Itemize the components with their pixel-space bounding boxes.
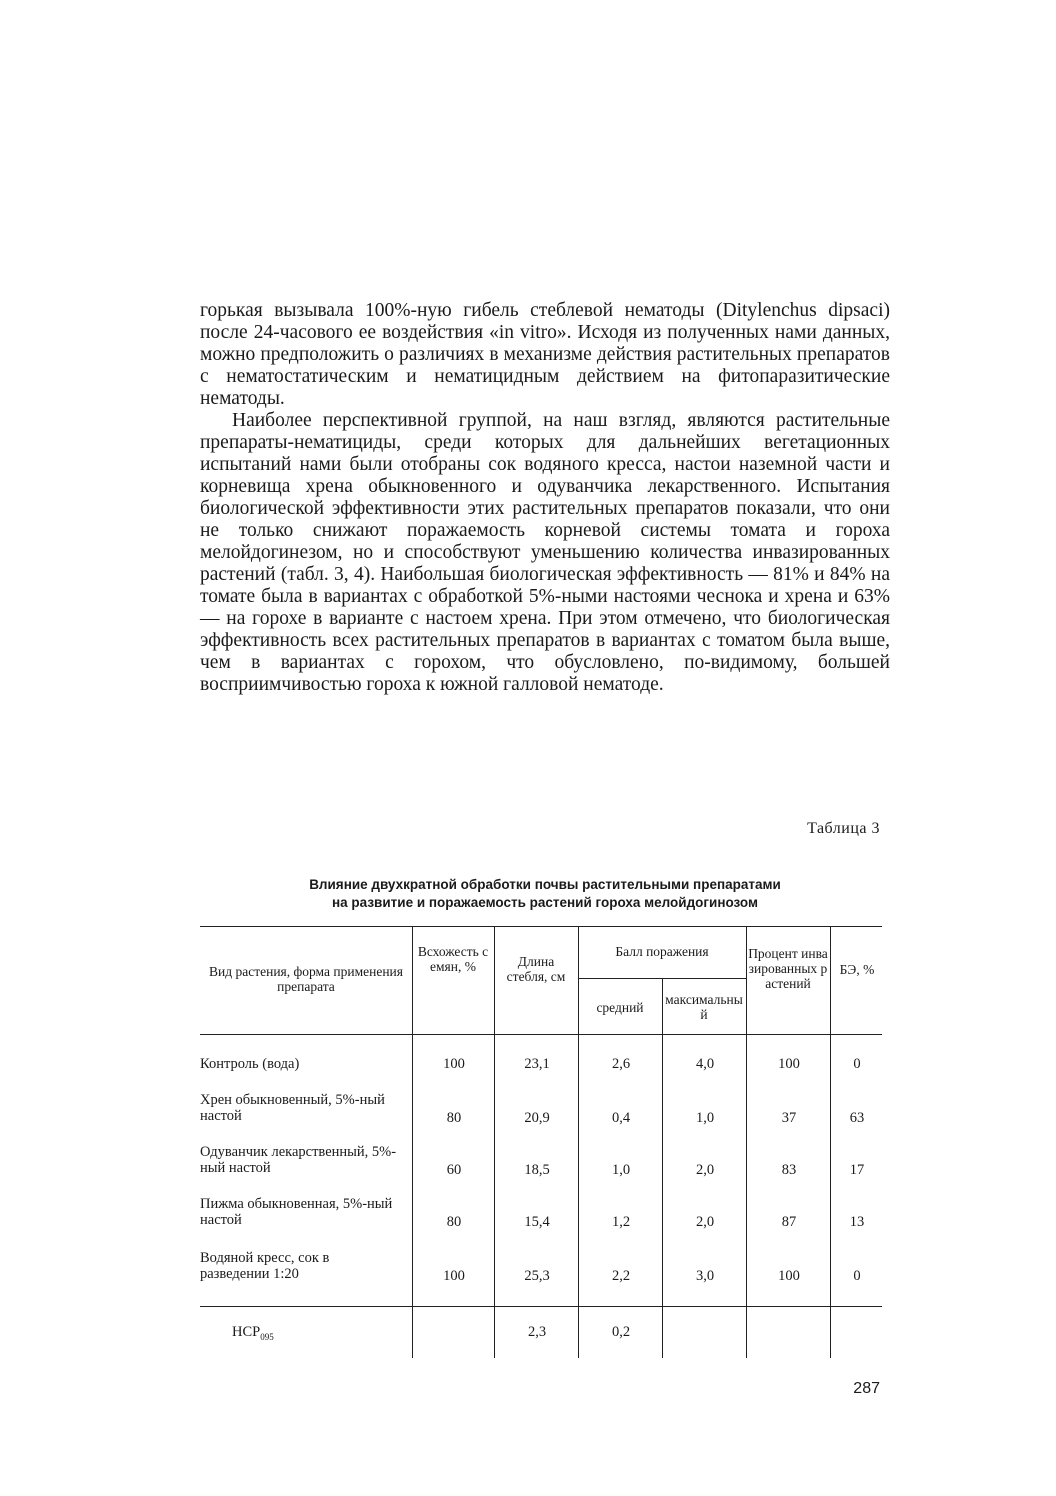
hsr-label: $НСР_{095}$ <box>232 1324 274 1342</box>
paragraph-1: горькая вызывала 100%-ную гибель стеблевой нематоды (Ditylenchus dipsaci) после 24-часового ее воздействия «in vitro». Исходя из полученных нами данных, можно предположить о различиях в механизме действия растительных препаратов с нематостатическим и нематицидным действием на фитопаразитические нематоды. <box>200 300 890 409</box>
row-1-avg: 2,6 <box>611 1056 631 1072</box>
row-2-max: 1,0 <box>695 1110 715 1126</box>
row-4-germination: 80 <box>446 1214 462 1230</box>
row-1-max: 4,0 <box>695 1056 715 1072</box>
table-title <box>200 876 890 912</box>
row-2-avg: 0,4 <box>611 1110 631 1126</box>
header-stem-length: Длина стебля, см <box>506 954 566 984</box>
row-4-stem: 15,4 <box>524 1214 550 1230</box>
col-rule-3 <box>578 926 579 1358</box>
row-4-be: 13 <box>849 1214 865 1230</box>
row-3-name: Одуванчик лекарственный, 5%-ный настой <box>200 1144 397 1176</box>
row-2-invaded: 37 <box>781 1110 797 1126</box>
hsr-avg: 0,2 <box>611 1324 631 1340</box>
row-1-name: Контроль (вода) <box>200 1056 300 1072</box>
row-2-stem: 20,9 <box>524 1110 550 1126</box>
table-title-line-2: на развитие и поражаемость растений гороха мелойдогинозом <box>332 895 758 910</box>
header-invaded-pct: Процент инвазированных растений <box>748 946 828 991</box>
col-rule-6 <box>830 926 831 1358</box>
row-2-be: 63 <box>849 1110 865 1126</box>
table-label: Таблица 3 <box>807 820 880 837</box>
header-germination: Всхожесть семян, % <box>417 944 489 974</box>
row-3-invaded: 83 <box>781 1162 797 1178</box>
header-damage-score: Балл поражения <box>615 944 709 959</box>
row-4-max: 2,0 <box>695 1214 715 1230</box>
row-3-stem: 18,5 <box>524 1162 550 1178</box>
row-4-avg: 1,2 <box>611 1214 631 1230</box>
data-table <box>200 926 882 1358</box>
row-2-germination: 80 <box>446 1110 462 1126</box>
row-1-germination: 100 <box>443 1056 465 1072</box>
row-5-germination: 100 <box>443 1268 465 1284</box>
row-2-name: Хрен обыкновенный, 5%-ный настой <box>200 1092 385 1124</box>
row-3-max: 2,0 <box>695 1162 715 1178</box>
page-number: 287 <box>853 1380 880 1397</box>
row-5-stem: 25,3 <box>524 1268 550 1284</box>
row-3-be: 17 <box>849 1162 865 1178</box>
body-bottom-rule <box>200 1306 882 1307</box>
header-bottom-rule <box>200 1034 882 1035</box>
col-rule-2 <box>494 926 495 1358</box>
row-5-max: 3,0 <box>695 1268 715 1284</box>
row-1-be: 0 <box>853 1056 861 1072</box>
row-4-invaded: 87 <box>781 1214 797 1230</box>
row-3-germination: 60 <box>446 1162 462 1178</box>
row-5-invaded: 100 <box>778 1268 800 1284</box>
row-5-avg: 2,2 <box>611 1268 631 1284</box>
header-damage-max: максимальный <box>665 992 743 1022</box>
body-text <box>200 300 890 696</box>
row-3-avg: 1,0 <box>611 1162 631 1178</box>
table-title-line-1: Влияние двухкратной обработки почвы растительными препаратами <box>309 877 781 892</box>
table-top-rule <box>200 926 882 927</box>
header-damage-avg: средний <box>596 1000 644 1015</box>
row-5-name: Водяной кресс, сок в разведении 1:20 <box>200 1250 330 1282</box>
paragraph-2: Наиболее перспективной группой, на наш взгляд, являются растительные препараты-нематициды, среди которых для дальнейших вегетационных испытаний нами были отобраны сок водяного кресса, настои наземной части и корневища хрена обыкновенного и одуванчика лекарственного. Испытания биологической эффективности этих растительных препаратов показали, что они не только снижают поражаемость корневой системы томата и гороха мелойдогинезом, но и способствуют уменьшению количества инвазированных растений (табл. 3, 4). Наибольшая биологическая эффективность — 81% и 84% на томате была в вариантах с обработкой 5%-ными настоями чеснока и хрена и 63% — на горохе в варианте с настоем хрена. При этом отмечено, что биологическая эффективность всех растительных препаратов в вариантах с томатом была выше, чем в вариантах с горохом, что обусловлено, по-видимому, большей восприимчивостью гороха к южной галловой нематоде. <box>200 410 890 695</box>
col-rule-5 <box>746 926 747 1358</box>
row-4-name: Пижма обыкновенная, 5%-ный настой <box>200 1196 393 1228</box>
col-rule-1 <box>412 926 413 1358</box>
hsr-stem: 2,3 <box>527 1324 547 1340</box>
row-1-invaded: 100 <box>778 1056 800 1072</box>
col-rule-4 <box>662 978 663 1358</box>
header-plant: Вид растения, форма применения препарата <box>209 964 403 994</box>
header-be: БЭ, % <box>839 962 875 977</box>
row-5-be: 0 <box>853 1268 861 1284</box>
row-1-stem: 23,1 <box>524 1056 550 1072</box>
